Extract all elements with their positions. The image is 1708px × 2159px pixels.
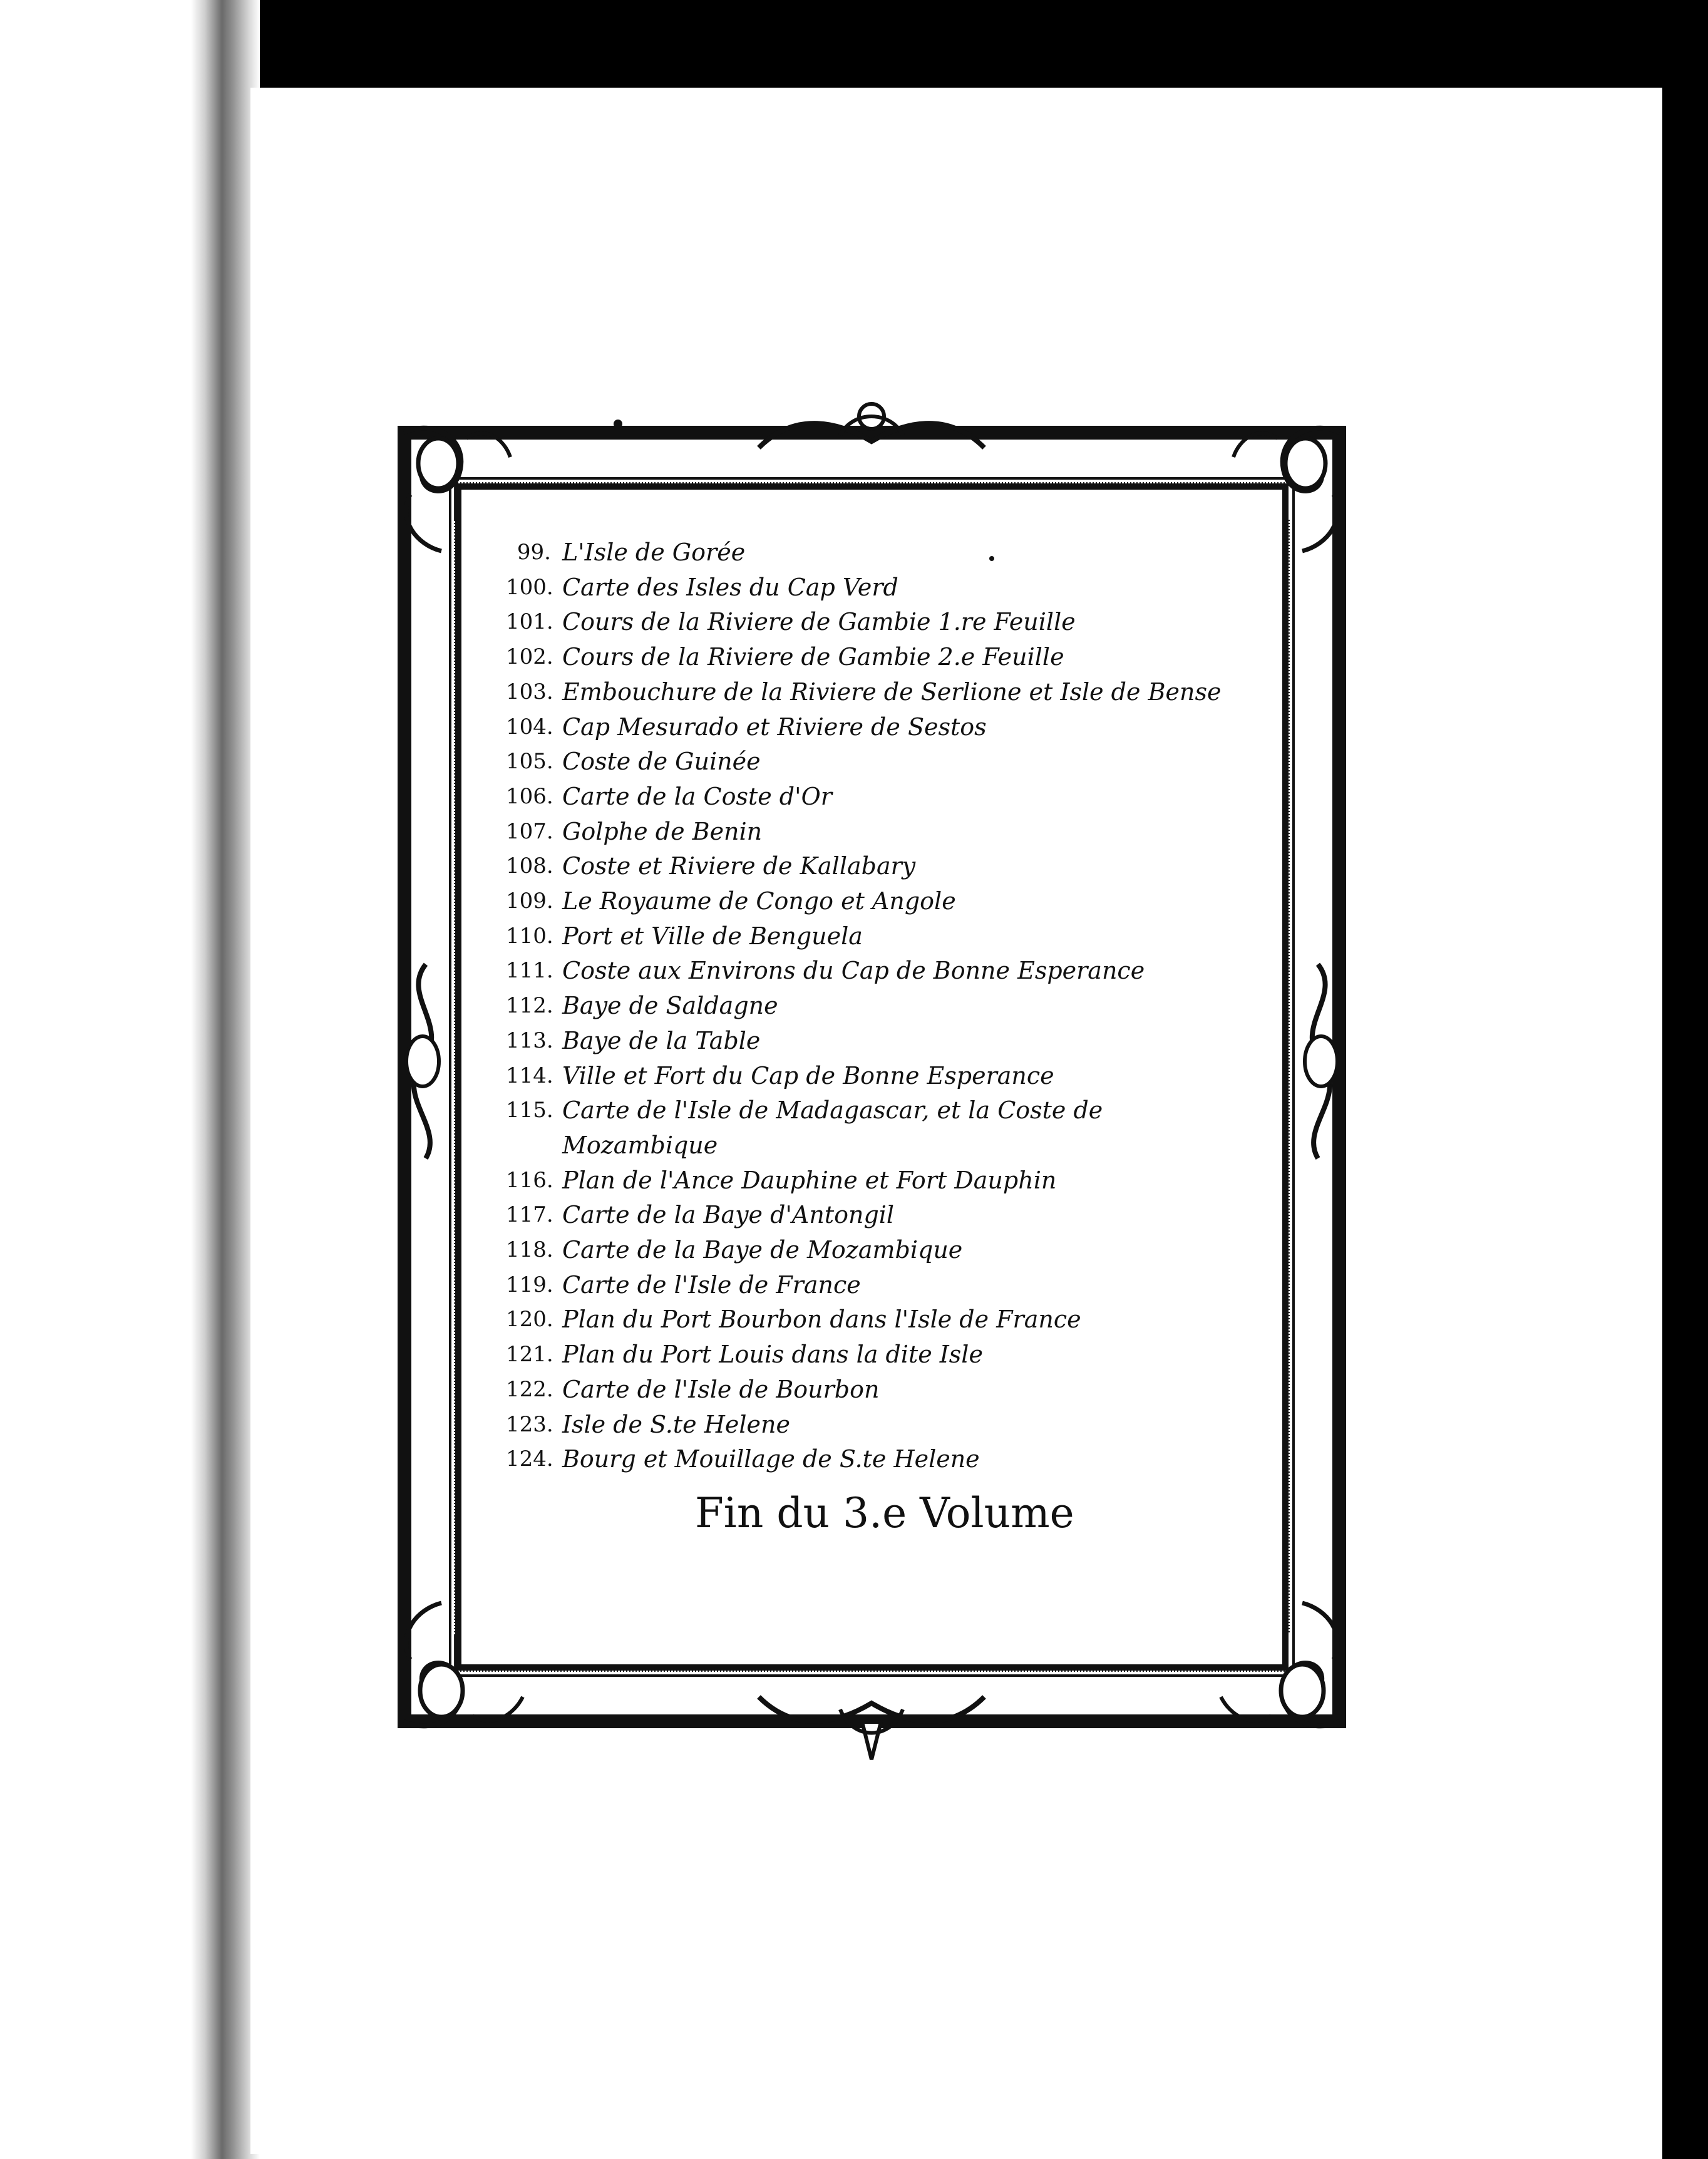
entry-number: 117. bbox=[506, 1202, 553, 1228]
left-side-ornament bbox=[388, 958, 457, 1165]
list-entry bbox=[506, 1373, 1270, 1408]
ink-speck bbox=[614, 420, 622, 428]
entry-number: 99. bbox=[517, 540, 551, 565]
list-entry bbox=[506, 745, 1270, 780]
entry-number: 109. bbox=[506, 889, 553, 914]
entry-title: L'Isle de Gorée bbox=[562, 538, 746, 566]
entry-number: 119. bbox=[506, 1272, 553, 1297]
entry-title: Isle de S.te Helene bbox=[562, 1410, 790, 1438]
entry-title: Carte de la Baye de Mozambique bbox=[562, 1236, 963, 1264]
entry-number: 107. bbox=[506, 818, 553, 844]
entry-number: 118. bbox=[506, 1237, 553, 1263]
list-entry bbox=[506, 1408, 1270, 1443]
entry-number: 100. bbox=[506, 574, 553, 600]
list-entry bbox=[506, 710, 1270, 745]
entry-number: 116. bbox=[506, 1167, 553, 1193]
entry-number: 105. bbox=[506, 749, 553, 775]
entry-number: 108. bbox=[506, 853, 553, 879]
entry-number: 110. bbox=[506, 923, 553, 949]
entry-title: Bourg et Mouillage de S.te Helene bbox=[562, 1445, 980, 1473]
entry-title: Plan de l'Ance Dauphine et Fort Dauphin bbox=[562, 1166, 1057, 1194]
entry-number: 111. bbox=[506, 958, 553, 984]
entry-title: Coste aux Environs du Cap de Bonne Esperance bbox=[562, 957, 1145, 985]
entry-title: Ville et Fort du Cap de Bonne Esperance bbox=[562, 1061, 1054, 1090]
scan-border-right bbox=[1662, 88, 1708, 2159]
list-entry bbox=[506, 1198, 1270, 1233]
list-entry bbox=[506, 989, 1270, 1024]
entry-title: Golphe de Benin bbox=[562, 817, 763, 845]
list-entry bbox=[506, 884, 1270, 919]
entry-number: 112. bbox=[506, 993, 553, 1019]
entry-number: 113. bbox=[506, 1028, 553, 1053]
list-entry bbox=[506, 849, 1270, 884]
list-entry bbox=[506, 1302, 1270, 1337]
entry-title: Plan du Port Bourbon dans l'Isle de France bbox=[562, 1306, 1081, 1334]
corner-ornament-top-left bbox=[391, 420, 517, 564]
entry-title: Cours de la Riviere de Gambie 2.e Feuille bbox=[562, 643, 1064, 671]
list-entry bbox=[506, 780, 1270, 815]
plate-list bbox=[506, 535, 1270, 1477]
entry-number: 115. bbox=[506, 1098, 553, 1123]
corner-ornament-bottom-right bbox=[1215, 1590, 1352, 1734]
left-page bbox=[0, 0, 207, 2159]
list-entry bbox=[506, 605, 1270, 640]
list-entry bbox=[506, 570, 1270, 605]
list-entry bbox=[506, 1233, 1270, 1268]
list-entry bbox=[506, 1059, 1270, 1094]
list-entry bbox=[506, 954, 1270, 989]
entry-title: Plan du Port Louis dans la dite Isle bbox=[562, 1341, 983, 1369]
list-entry bbox=[506, 640, 1270, 675]
entry-title-continuation: Mozambique bbox=[562, 1131, 718, 1159]
entry-number: 123. bbox=[506, 1411, 553, 1437]
entry-title: Carte de l'Isle de Madagascar, et la Coste de bbox=[562, 1096, 1103, 1125]
entry-number: 120. bbox=[506, 1307, 553, 1332]
entry-title: Cours de la Riviere de Gambie 1.re Feuille bbox=[562, 608, 1076, 636]
entry-title: Carte des Isles du Cap Verd bbox=[562, 573, 898, 601]
list-entry bbox=[506, 1163, 1270, 1198]
entry-title: Carte de la Baye d'Antongil bbox=[562, 1201, 895, 1229]
entry-title: Carte de l'Isle de Bourbon bbox=[562, 1375, 880, 1403]
entry-title: Coste de Guinée bbox=[562, 748, 761, 776]
entry-number: 106. bbox=[506, 783, 553, 809]
entry-number: 122. bbox=[506, 1376, 553, 1402]
list-entry bbox=[506, 919, 1270, 954]
entry-title: Coste et Riviere de Kallabary bbox=[562, 852, 916, 880]
list-entry bbox=[506, 675, 1270, 710]
entry-title: Le Royaume de Congo et Angole bbox=[562, 887, 956, 915]
entry-title: Cap Mesurado et Riviere de Sestos bbox=[562, 713, 987, 741]
entry-number: 114. bbox=[506, 1063, 553, 1088]
entry-number: 103. bbox=[506, 679, 553, 704]
list-entry bbox=[506, 1442, 1270, 1477]
book-gutter bbox=[191, 0, 260, 2159]
entry-title: Carte de l'Isle de France bbox=[562, 1270, 861, 1299]
list-entry bbox=[506, 1268, 1270, 1303]
corner-ornament-bottom-left bbox=[391, 1590, 529, 1734]
list-entry bbox=[506, 1093, 1270, 1128]
entry-title: Carte de la Coste d'Or bbox=[562, 782, 832, 810]
entry-title: Embouchure de la Riviere de Serlione et Isle de Bense bbox=[562, 678, 1222, 706]
entry-number: 121. bbox=[506, 1342, 553, 1368]
bottom-center-ornament bbox=[746, 1678, 997, 1772]
entry-number: 101. bbox=[506, 609, 553, 635]
entry-number: 124. bbox=[506, 1446, 553, 1472]
right-side-ornament bbox=[1287, 958, 1356, 1165]
entry-title: Baye de Saldagne bbox=[562, 992, 778, 1020]
list-entry bbox=[506, 1024, 1270, 1059]
entry-number: 104. bbox=[506, 714, 553, 739]
top-center-ornament bbox=[746, 398, 997, 466]
closing-line: Fin du 3.e Volume bbox=[695, 1489, 1074, 1537]
list-entry bbox=[506, 1337, 1270, 1373]
entry-title: Port et Ville de Benguela bbox=[562, 922, 863, 950]
list-entry bbox=[506, 815, 1270, 850]
entry-title: Baye de la Table bbox=[562, 1026, 761, 1054]
list-entry bbox=[506, 535, 1270, 570]
entry-number: 102. bbox=[506, 644, 553, 670]
